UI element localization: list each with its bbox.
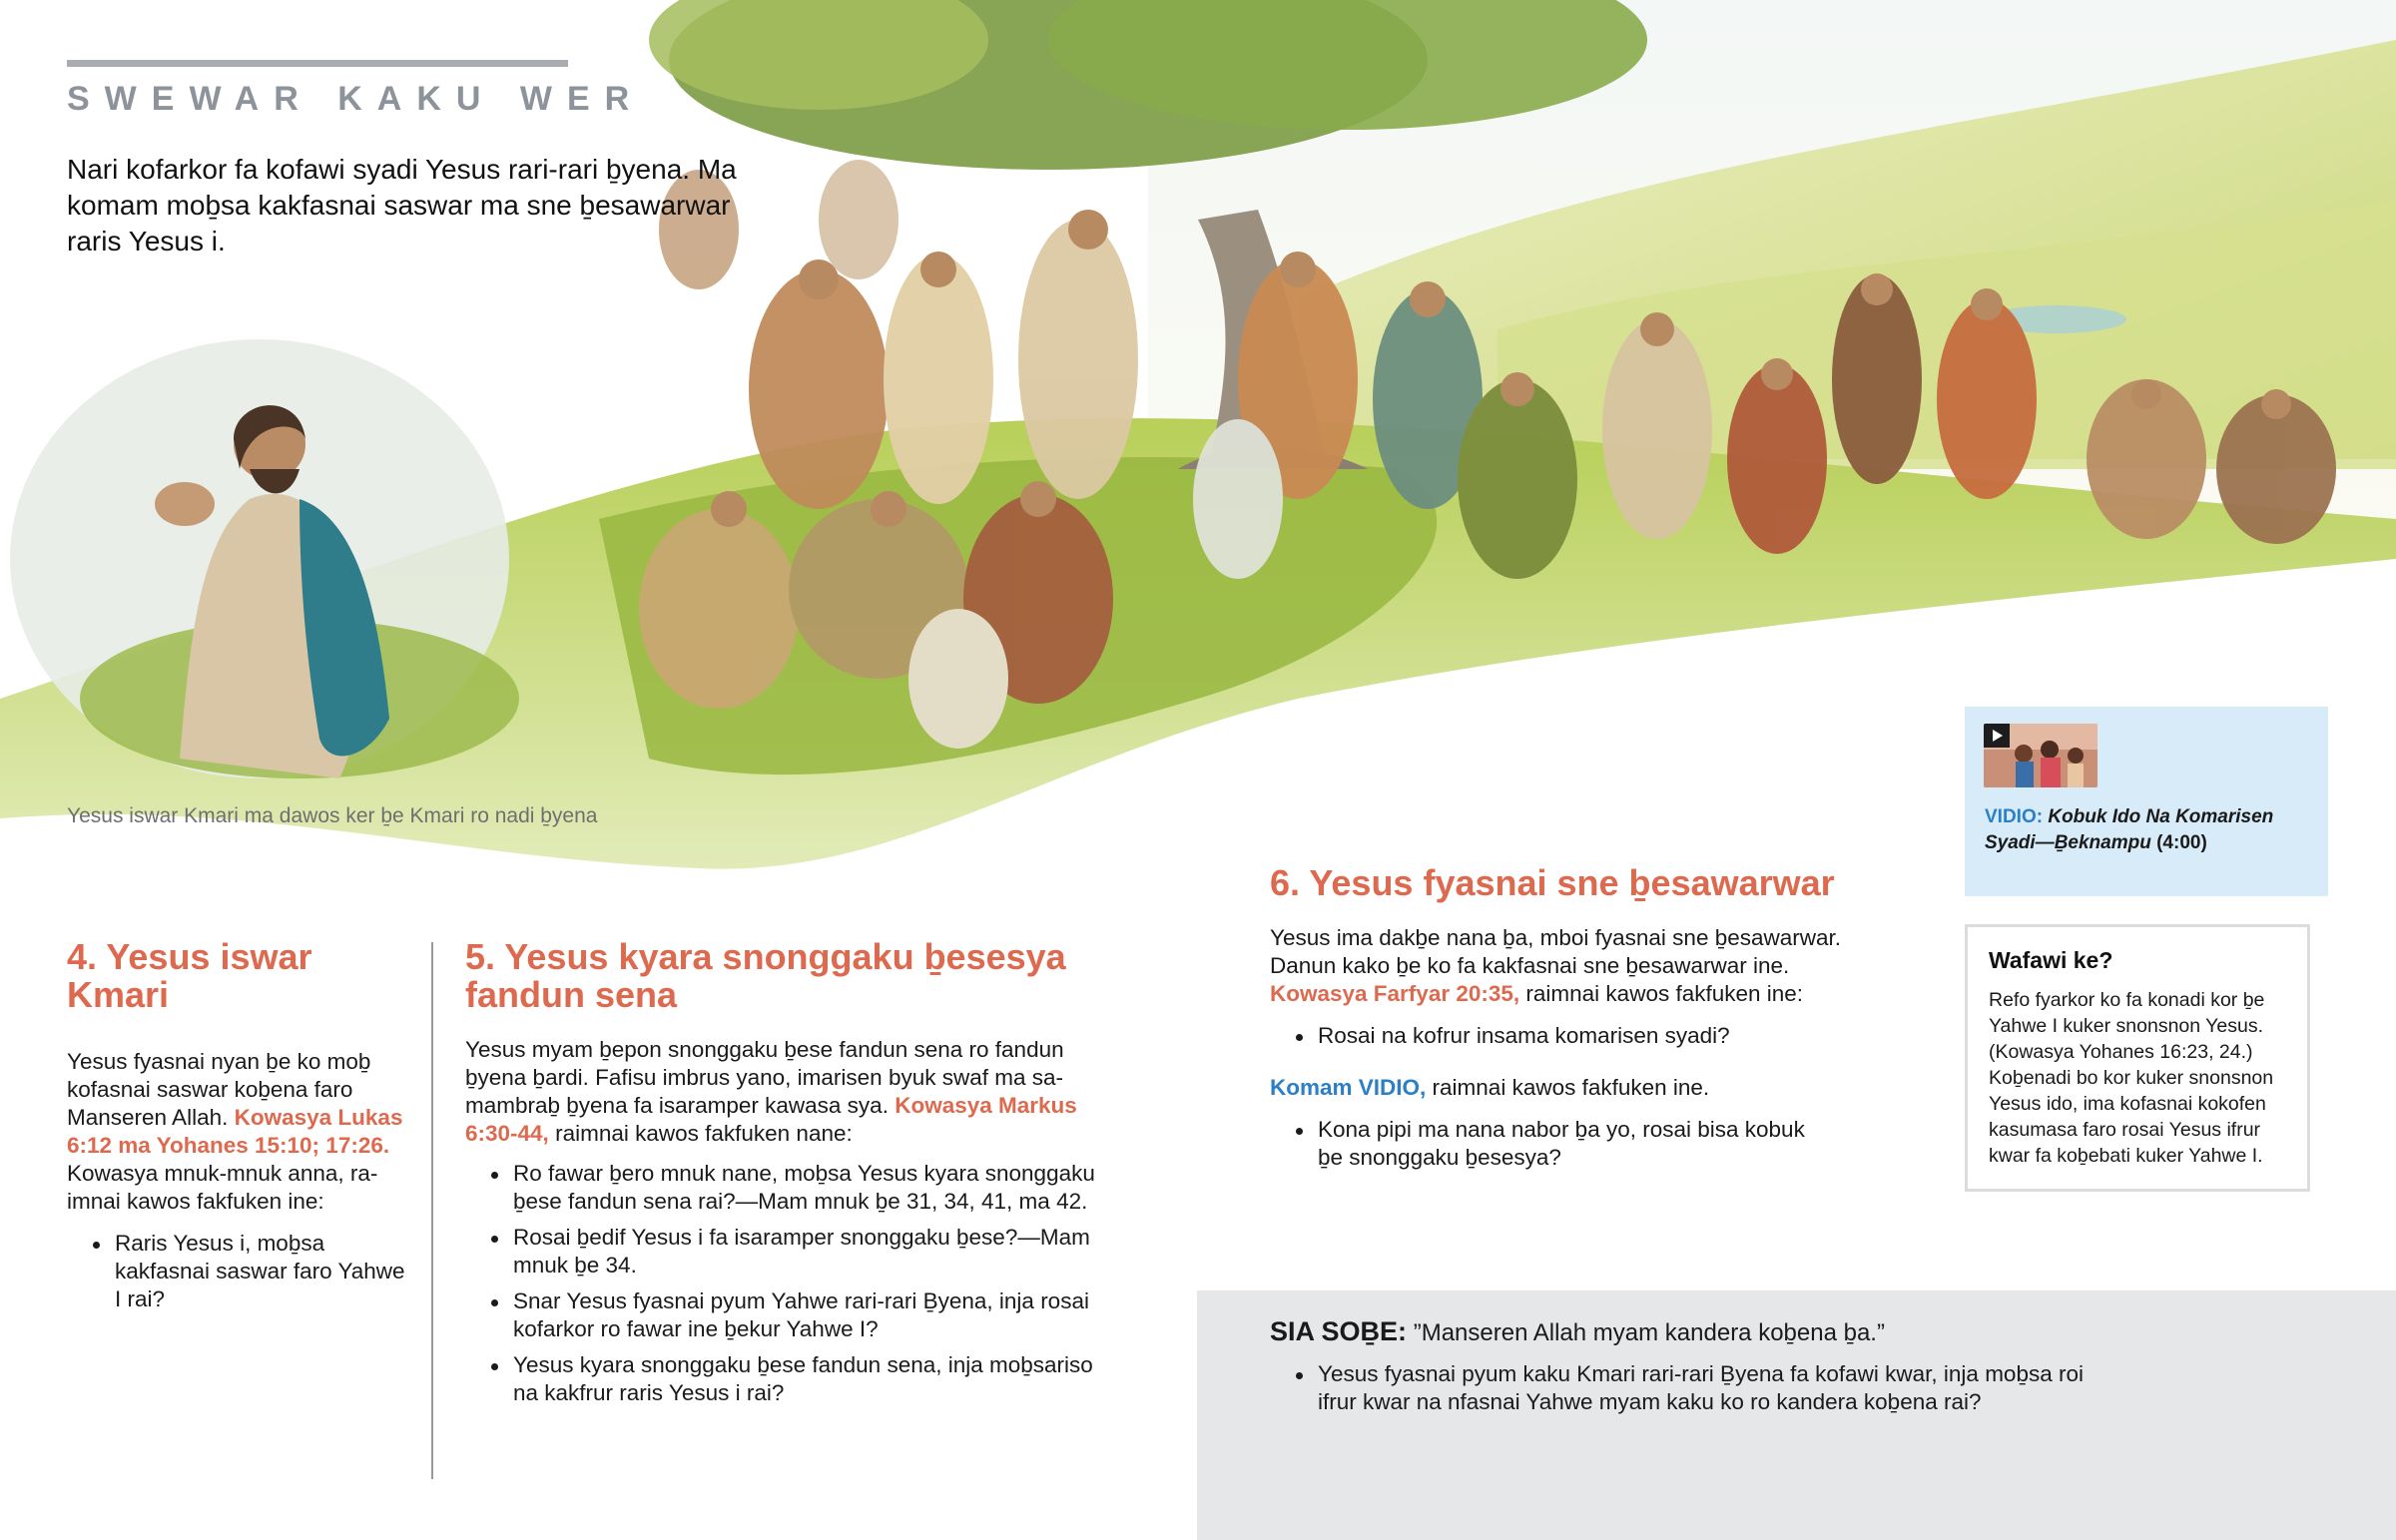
section-6-text-after: raimnai kawos fakfuken ine: xyxy=(1525,981,1804,1006)
summary-heading xyxy=(1270,1316,1885,1347)
intro-text: Nari kofarkor fa kofawi syadi Yesus rari-rari ḇyena. Ma komam moḇsa kakfasnai saswar ma sne ḇesawarwar raris Yesus i. xyxy=(67,154,737,257)
video-label: VIDIO: xyxy=(1985,806,2044,827)
section-6-heading: 6. Yesus fyasnai sne ḇesawarwar xyxy=(1270,862,1835,903)
question-item: Snar Yesus fyasnai pyum Yahwe rari-rari Ḇyena, inja rosai kofarkor ro fawar ine ḇekur Yahwe I? xyxy=(465,1287,1104,1343)
did-you-know-text: Refo fyarkor ko fa konadi kor ḇe Yahwe I kuker snonsnon Yesus. (Kowasya Yohanes 16:23, 24.) Koḇenadi bo kor kuker snonsnon Yesus ido, ima kofasnai kokofen kasumasa faro rosai Yesus ifrur kwar fa koḇebati kuker Yahwe I. xyxy=(1989,989,2274,1167)
question-item: Yesus fyasnai pyum kaku Kmari rari-rari Ḇyena fa kofawi kwar, inja moḇsa roi ifrur kwar na nfasnai Yahwe myam kaku ko ro kandera koḇena rai? xyxy=(1270,1360,2089,1416)
section-4-reference-link[interactable]: Kowasya Lukas 6:12 ma Yohanes 15:10; 17:26. xyxy=(67,1105,403,1158)
section-4 xyxy=(67,938,406,1321)
section-4-text: Yesus fyasnai nyan ḇe ko moḇ kofasnai saswar koḇena faro Manseren Allah. xyxy=(67,1049,371,1130)
summary-label: SIA SOḆE: xyxy=(1270,1316,1408,1346)
video-thumbnail[interactable] xyxy=(1984,724,2097,787)
header-rule xyxy=(67,60,568,67)
section-5 xyxy=(465,938,1104,1415)
summary-quote: ”Manseren Allah myam kandera koḇena ḇa.” xyxy=(1413,1319,1885,1346)
section-6-paragraph xyxy=(1270,924,1889,1008)
column-divider xyxy=(431,942,433,1479)
play-icon[interactable] xyxy=(1984,724,2010,748)
page-title: SWEWAR KAKU WER xyxy=(67,80,645,118)
section-5-reference-link[interactable]: Kowasya Markus 6:30-44, xyxy=(465,1093,1077,1146)
question-item: Yesus kyara snonggaku ḇese fandun sena, inja moḇsariso na kakfrur raris Yesus i rai? xyxy=(465,1351,1104,1407)
section-5-questions xyxy=(465,1160,1104,1407)
question-item: Rosai ḇedif Yesus i fa isaramper snonggaku ḇese?—Mam mnuk ḇe 34. xyxy=(465,1224,1104,1280)
question-item: Raris Yesus i, moḇsa kakfasnai saswar faro Yahwe I rai? xyxy=(67,1230,406,1313)
section-6-reference-link[interactable]: Kowasya Farfyar 20:35, xyxy=(1270,981,1520,1006)
section-5-text-after: raimnai kawos fakfuken nane: xyxy=(555,1121,853,1146)
video-title[interactable]: Kobuk Ido Na Komarisen Syadi—Ḇeknampu xyxy=(1985,806,2274,853)
image-caption: Yesus iswar Kmari ma dawos ker ḇe Kmari ro nadi ḇyena xyxy=(67,804,598,827)
question-item: Rosai na kofrur insama komarisen syadi? xyxy=(1270,1022,1889,1050)
section-6-video-paragraph xyxy=(1270,1074,1889,1102)
section-6-questions-a xyxy=(1270,1022,1889,1050)
section-5-paragraph xyxy=(465,1036,1104,1148)
section-5-heading: 5. Yesus kyara snonggaku ḇesesya fandun sena xyxy=(465,936,1066,1015)
summary-panel xyxy=(1197,1290,2396,1540)
summary-questions xyxy=(1270,1360,2089,1424)
section-6-text: Yesus ima dakḇe nana ḇa, mboi fyasnai sne ḇesawarwar. Danun kako ḇe ko fa kakfasnai sne ḇesawarwar ine. xyxy=(1270,925,1842,978)
question-item: Ro fawar ḇero mnuk nane, moḇsa Yesus kyara snonggaku ḇese fandun sena rai?—Mam mnuk ḇe 31, 34, 41, ma 42. xyxy=(465,1160,1104,1216)
video-caption[interactable] xyxy=(1985,804,2314,856)
section-5-text: Yesus myam ḇepon snonggaku ḇese fandun sena ro fandun ḇyena ḇardi. Fafisu imbrus yano, imarisen byuk swaf ma samambraḇ ḇyena fa isaramper kawasa sya. xyxy=(465,1037,1064,1118)
question-item: Kona pipi ma nana nabor ḇa yo, rosai bisa kobuk ḇe snonggaku ḇesesya? xyxy=(1270,1116,1829,1172)
section-6-questions-b xyxy=(1270,1116,1829,1172)
did-you-know-box xyxy=(1965,924,2310,1192)
section-4-heading: 4. Yesus iswar Kmari xyxy=(67,936,312,1015)
section-4-text-after: Kowasya mnuk-mnuk anna, raimnai kawos fakfuken ine: xyxy=(67,1161,378,1214)
video-box[interactable] xyxy=(1965,707,2328,896)
video-link[interactable]: Komam VIDIO, xyxy=(1270,1075,1427,1100)
section-6 xyxy=(1270,864,1929,1180)
video-duration: (4:00) xyxy=(2156,832,2207,853)
did-you-know-title: Wafawi ke? xyxy=(1989,947,2113,973)
section-6-video-text: raimnai kawos fakfuken ine. xyxy=(1432,1075,1710,1100)
section-4-paragraph xyxy=(67,1048,406,1216)
section-4-questions xyxy=(67,1230,406,1313)
